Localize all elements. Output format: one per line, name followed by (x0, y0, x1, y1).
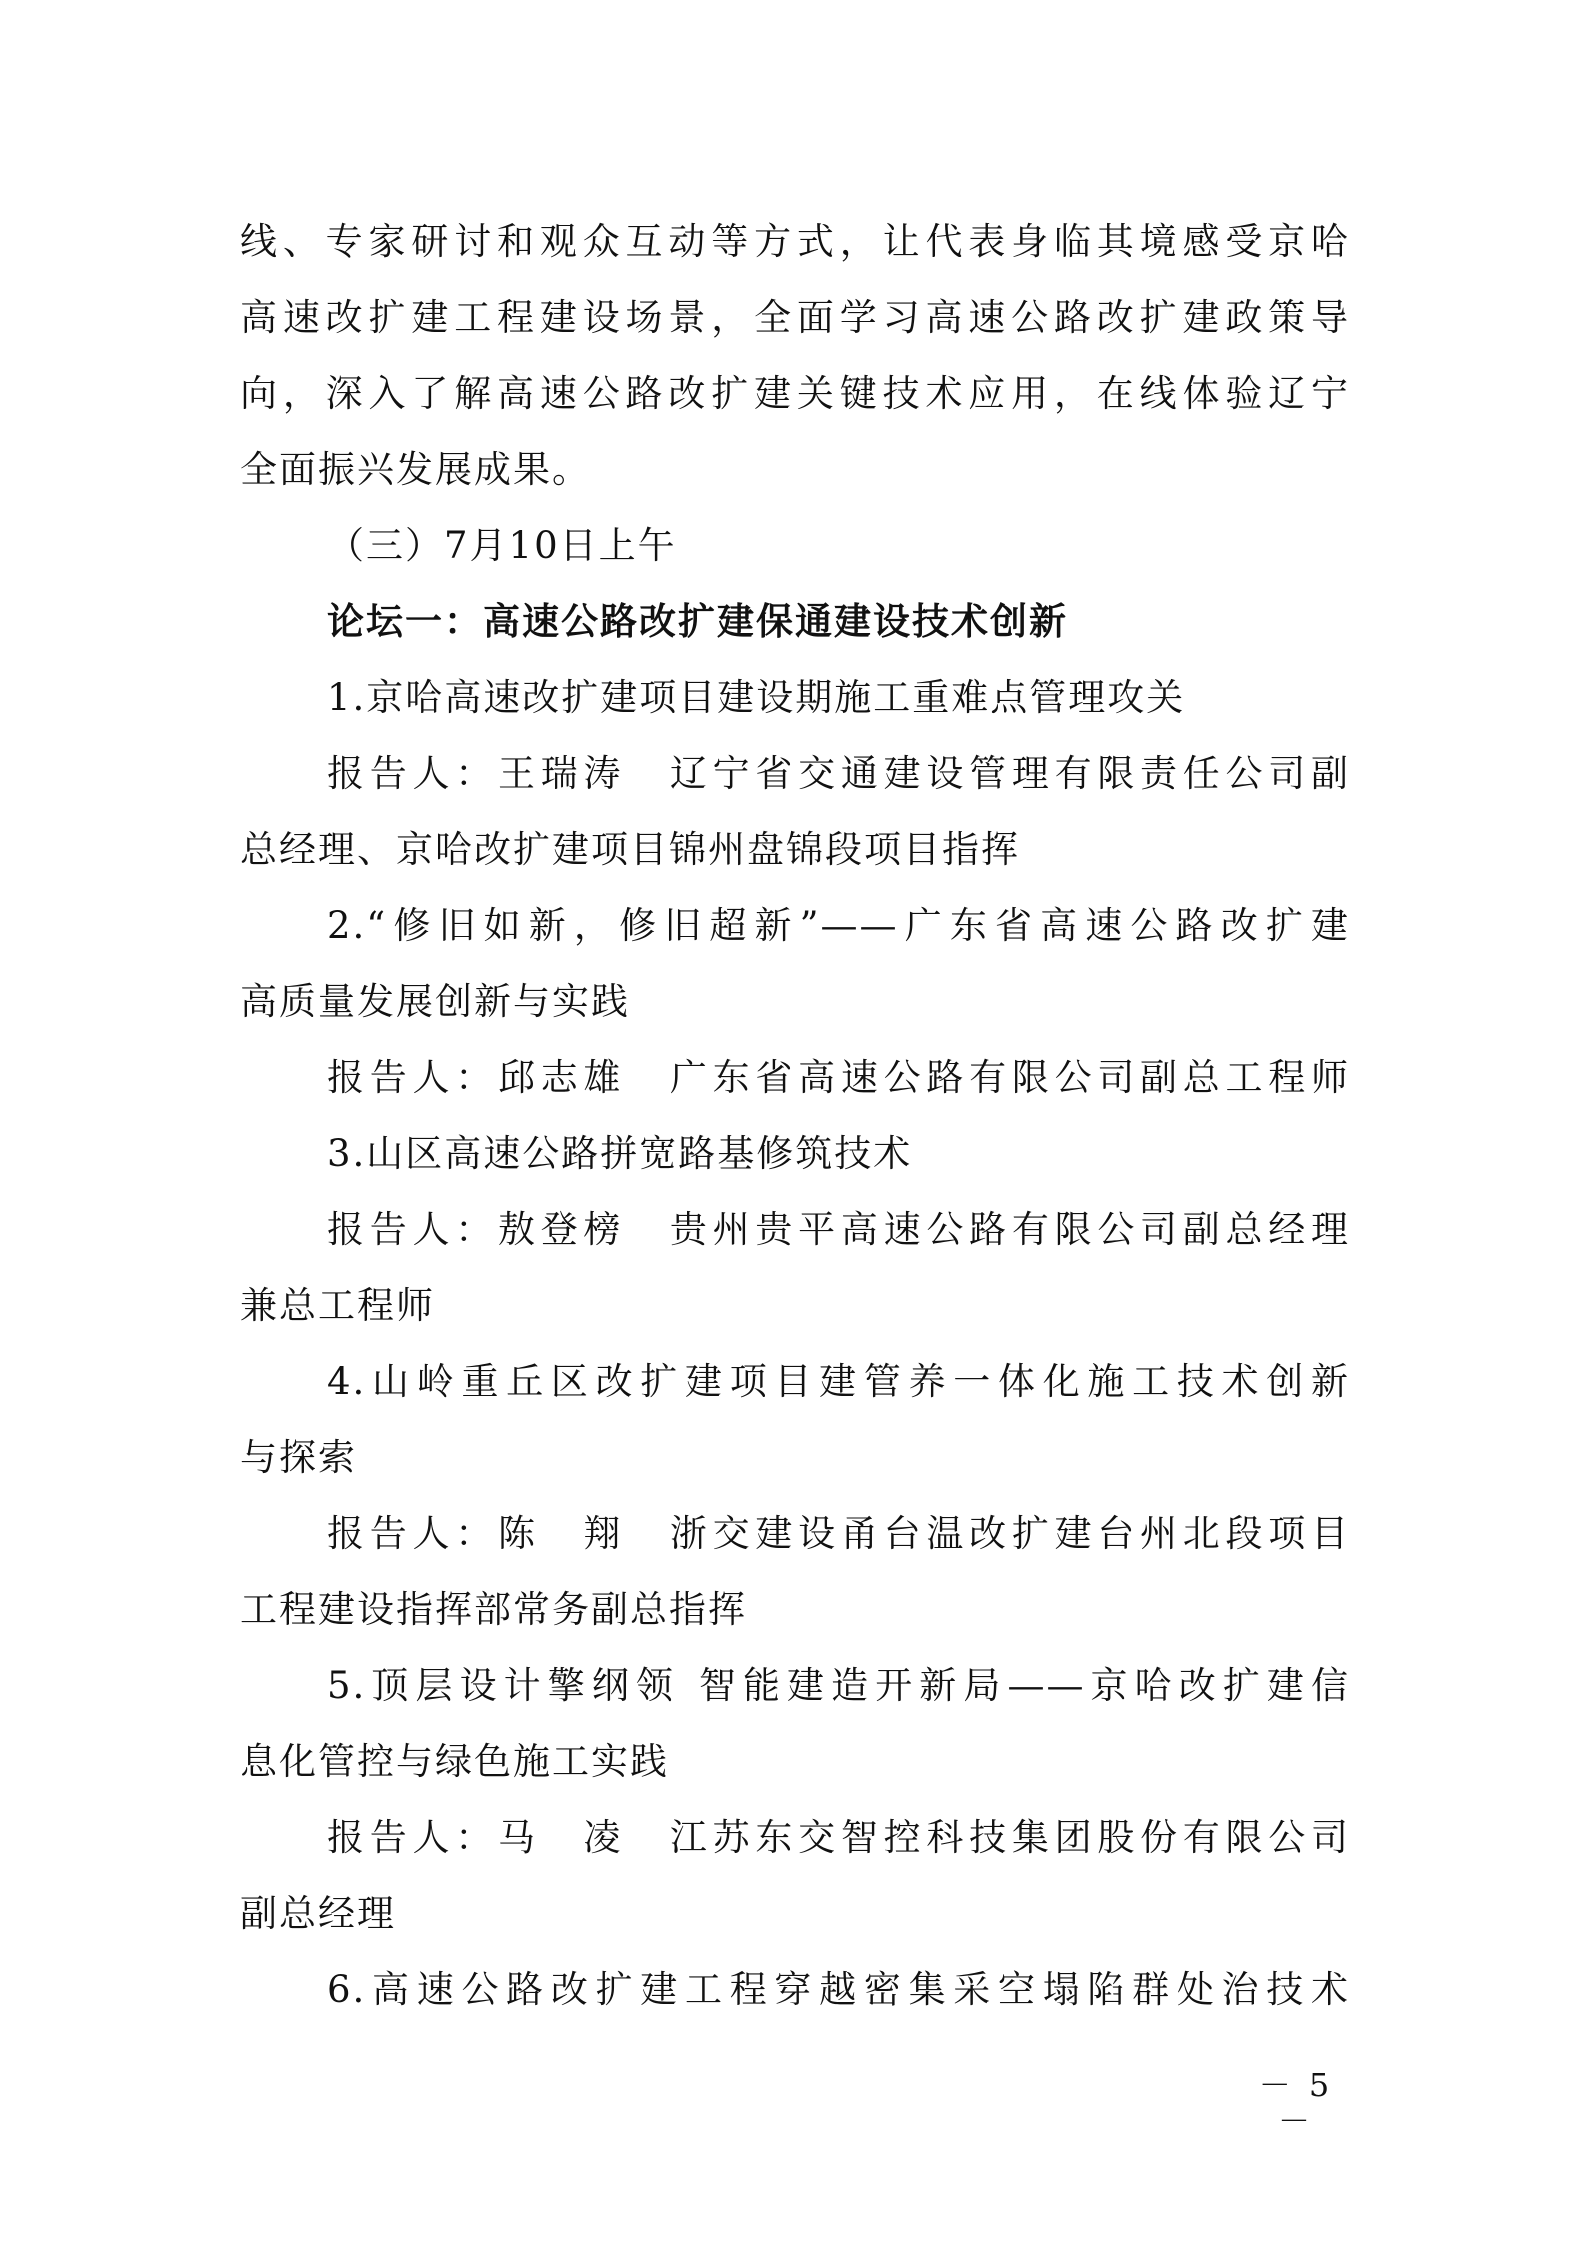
reporter-affiliation: 广东省高速公路有限公司副总工程师 (666, 1056, 1351, 1099)
report-item-4-reporter (327, 1514, 1350, 1554)
report-item-5-reporter-cont: 副总经理 (240, 1892, 396, 1935)
report-item-1-reporter (327, 754, 1350, 794)
paragraph-line-4: 全面振兴发展成果。 (240, 448, 591, 491)
page-number: － 5 － (1258, 2066, 1334, 2140)
report-item-2-title: 2.“修旧如新，修旧超新”——广东省高速公路改扩建 (327, 904, 1350, 947)
report-item-5-title: 5.顶层设计擎纲领 智能建造开新局——京哈改扩建信 (327, 1664, 1350, 1707)
report-item-6-title: 6.高速公路改扩建工程穿越密集采空塌陷群处治技术 (327, 1968, 1350, 2011)
reporter-affiliation: 贵州贵平高速公路有限公司副总经理 (666, 1208, 1351, 1251)
reporter-affiliation: 辽宁省交通建设管理有限责任公司副 (666, 752, 1351, 795)
reporter-affiliation: 浙交建设甬台温改扩建台州北段项目 (666, 1512, 1351, 1555)
paragraph-line-3: 向，深入了解高速公路改扩建关键技术应用，在线体验辽宁 (240, 372, 1350, 415)
report-item-4-reporter-cont: 工程建设指挥部常务副总指挥 (240, 1588, 747, 1631)
paragraph-line-2: 高速改扩建工程建设场景，全面学习高速公路改扩建政策导 (240, 296, 1350, 339)
report-item-3-title: 3.山区高速公路拼宽路基修筑技术 (327, 1132, 913, 1175)
report-item-5-reporter (327, 1818, 1350, 1858)
paragraph-line-1: 线、专家研讨和观众互动等方式，让代表身临其境感受京哈 (240, 220, 1350, 263)
reporter-label-name: 报告人：马 凌 (327, 1816, 627, 1859)
reporter-label-name: 报告人：王瑞涛 (327, 752, 627, 795)
report-item-3-reporter (327, 1210, 1350, 1250)
report-item-2-title-cont: 高质量发展创新与实践 (240, 980, 630, 1023)
reporter-label-name: 报告人：邱志雄 (327, 1056, 627, 1099)
reporter-label-name: 报告人：陈 翔 (327, 1512, 627, 1555)
reporter-affiliation: 江苏东交智控科技集团股份有限公司 (666, 1816, 1351, 1859)
report-item-1-title: 1.京哈高速改扩建项目建设期施工重难点管理攻关 (327, 676, 1186, 719)
section-heading: （三）7月10日上午 (327, 524, 677, 567)
report-item-4-title: 4.山岭重丘区改扩建项目建管养一体化施工技术创新 (327, 1360, 1350, 1403)
reporter-label-name: 报告人：敖登榜 (327, 1208, 627, 1251)
report-item-3-reporter-cont: 兼总工程师 (240, 1284, 435, 1327)
report-item-2-reporter (327, 1058, 1350, 1098)
report-item-5-title-cont: 息化管控与绿色施工实践 (240, 1740, 669, 1783)
report-item-4-title-cont: 与探索 (240, 1436, 357, 1479)
forum-title: 论坛一：高速公路改扩建保通建设技术创新 (327, 600, 1068, 643)
report-item-1-reporter-cont: 总经理、京哈改扩建项目锦州盘锦段项目指挥 (240, 828, 1020, 871)
